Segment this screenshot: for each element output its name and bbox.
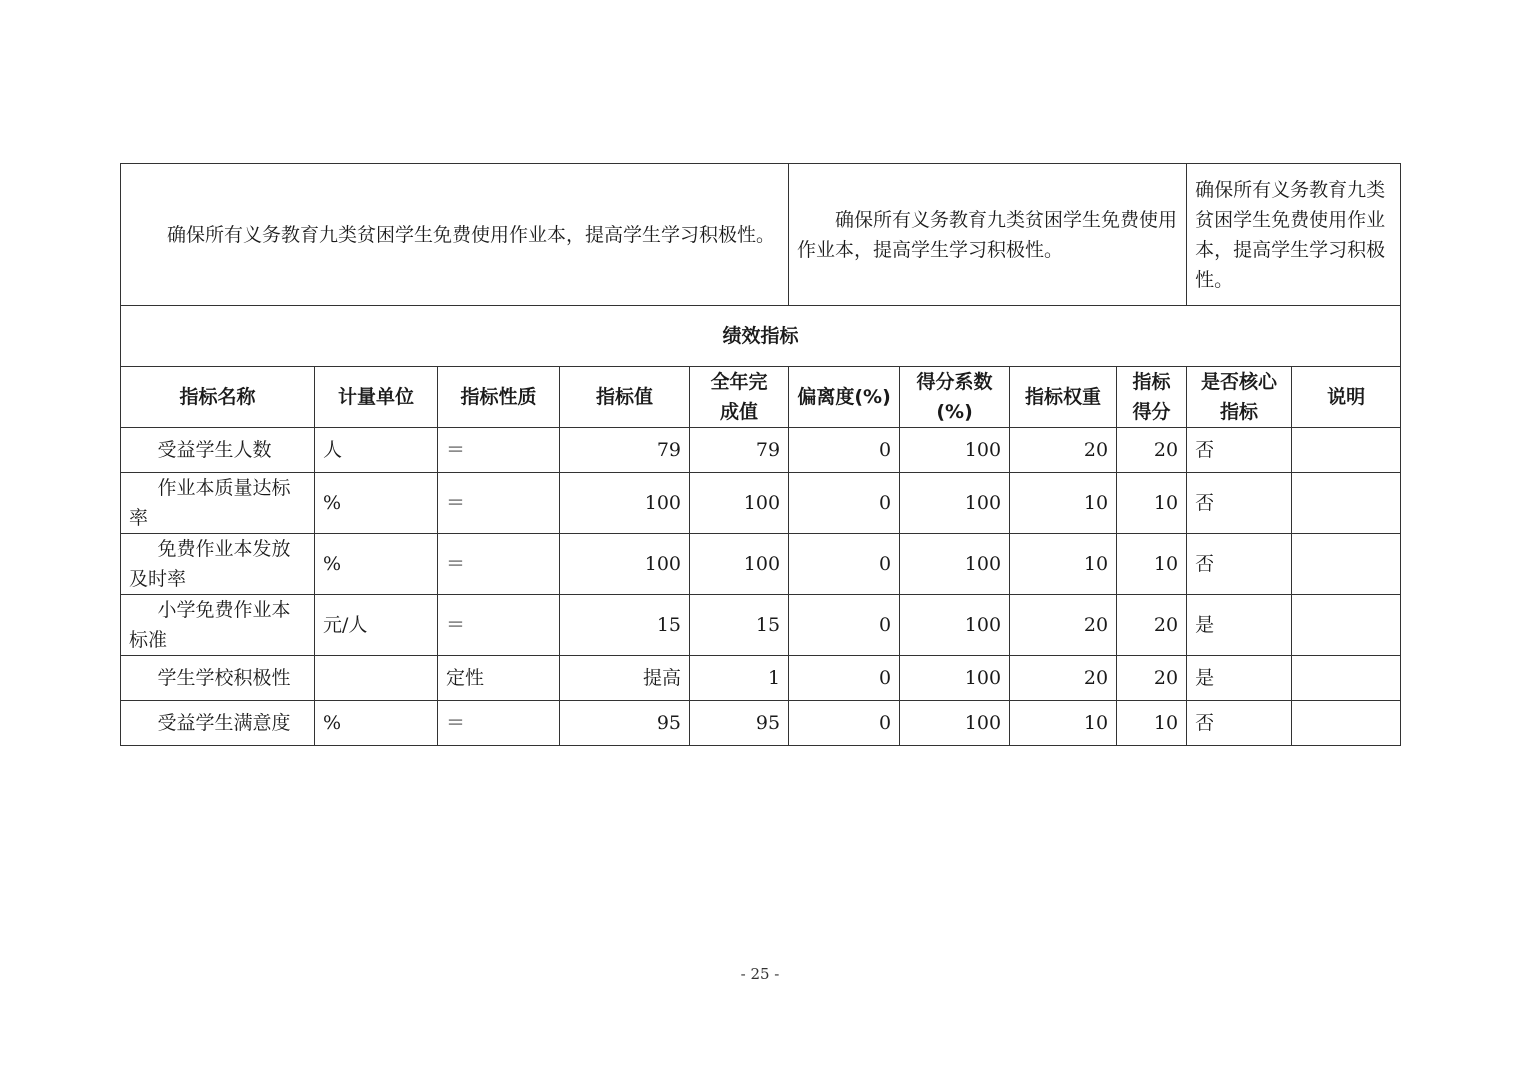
header-note: 说明: [1292, 367, 1401, 428]
header-deviation: 偏离度(%): [789, 367, 900, 428]
cell-coef: 100: [900, 428, 1010, 473]
cell-core: 否: [1187, 534, 1292, 595]
cell-unit: [315, 656, 438, 701]
cell-deviation: 0: [789, 534, 900, 595]
header-score: 指标 得分: [1117, 367, 1187, 428]
goal-cell-1: 确保所有义务教育九类贫困学生免费使用作业本，提高学生学习积极性。: [121, 164, 789, 306]
cell-core: 否: [1187, 473, 1292, 534]
cell-weight: 10: [1010, 701, 1117, 746]
cell-annual: 15: [690, 595, 789, 656]
cell-core: 否: [1187, 701, 1292, 746]
cell-annual: 1: [690, 656, 789, 701]
cell-annual: 100: [690, 534, 789, 595]
cell-note: [1292, 701, 1401, 746]
cell-deviation: 0: [789, 428, 900, 473]
goal-cell-3: 确保所有义务教育九类贫困学生免费使用作业本，提高学生学习积极性。: [1187, 164, 1401, 306]
table-row: [121, 701, 1401, 746]
header-weight: 指标权重: [1010, 367, 1117, 428]
cell-unit: 元/人: [315, 595, 438, 656]
cell-score: 20: [1117, 428, 1187, 473]
cell-nature: ＝: [438, 428, 560, 473]
cell-coef: 100: [900, 473, 1010, 534]
page-number: - 25 -: [740, 965, 780, 983]
cell-value: 100: [560, 534, 690, 595]
goal-cell-2: 确保所有义务教育九类贫困学生免费使用作业本，提高学生学习积极性。: [789, 164, 1187, 306]
cell-name: 小学免费作业本标准: [121, 595, 315, 656]
table-row: [121, 656, 1401, 701]
cell-nature: ＝: [438, 701, 560, 746]
cell-unit: %: [315, 701, 438, 746]
cell-name: 受益学生满意度: [121, 701, 315, 746]
cell-name: 作业本质量达标率: [121, 473, 315, 534]
cell-score: 20: [1117, 656, 1187, 701]
header-annual: 全年完 成值: [690, 367, 789, 428]
cell-core: 是: [1187, 656, 1292, 701]
cell-score: 10: [1117, 473, 1187, 534]
cell-coef: 100: [900, 534, 1010, 595]
cell-value: 95: [560, 701, 690, 746]
goal-row: [121, 164, 1401, 306]
cell-deviation: 0: [789, 701, 900, 746]
cell-deviation: 0: [789, 473, 900, 534]
cell-nature: ＝: [438, 473, 560, 534]
cell-note: [1292, 656, 1401, 701]
cell-nature: ＝: [438, 534, 560, 595]
section-title-row: [121, 306, 1401, 367]
table-row: [121, 534, 1401, 595]
cell-coef: 100: [900, 595, 1010, 656]
cell-unit: 人: [315, 428, 438, 473]
cell-note: [1292, 473, 1401, 534]
header-nature: 指标性质: [438, 367, 560, 428]
table-row: [121, 473, 1401, 534]
cell-core: 是: [1187, 595, 1292, 656]
cell-weight: 20: [1010, 656, 1117, 701]
performance-table: [120, 163, 1401, 746]
cell-annual: 79: [690, 428, 789, 473]
cell-score: 10: [1117, 701, 1187, 746]
cell-annual: 95: [690, 701, 789, 746]
cell-unit: %: [315, 473, 438, 534]
header-value: 指标值: [560, 367, 690, 428]
cell-score: 10: [1117, 534, 1187, 595]
table-row: [121, 595, 1401, 656]
cell-value: 100: [560, 473, 690, 534]
cell-name: 学生学校积极性: [121, 656, 315, 701]
cell-weight: 10: [1010, 473, 1117, 534]
section-title: 绩效指标: [121, 306, 1401, 367]
cell-value: 15: [560, 595, 690, 656]
header-coef: 得分系数 (%): [900, 367, 1010, 428]
cell-weight: 20: [1010, 595, 1117, 656]
header-name: 指标名称: [121, 367, 315, 428]
cell-annual: 100: [690, 473, 789, 534]
cell-deviation: 0: [789, 656, 900, 701]
cell-value: 提高: [560, 656, 690, 701]
cell-coef: 100: [900, 701, 1010, 746]
cell-note: [1292, 534, 1401, 595]
cell-name: 免费作业本发放及时率: [121, 534, 315, 595]
header-unit: 计量单位: [315, 367, 438, 428]
cell-weight: 10: [1010, 534, 1117, 595]
cell-nature: ＝: [438, 595, 560, 656]
cell-note: [1292, 595, 1401, 656]
cell-unit: %: [315, 534, 438, 595]
cell-deviation: 0: [789, 595, 900, 656]
cell-name: 受益学生人数: [121, 428, 315, 473]
cell-weight: 20: [1010, 428, 1117, 473]
header-row: [121, 367, 1401, 428]
cell-coef: 100: [900, 656, 1010, 701]
cell-note: [1292, 428, 1401, 473]
cell-score: 20: [1117, 595, 1187, 656]
cell-nature: 定性: [438, 656, 560, 701]
cell-value: 79: [560, 428, 690, 473]
header-core: 是否核心 指标: [1187, 367, 1292, 428]
table-row: [121, 428, 1401, 473]
cell-core: 否: [1187, 428, 1292, 473]
